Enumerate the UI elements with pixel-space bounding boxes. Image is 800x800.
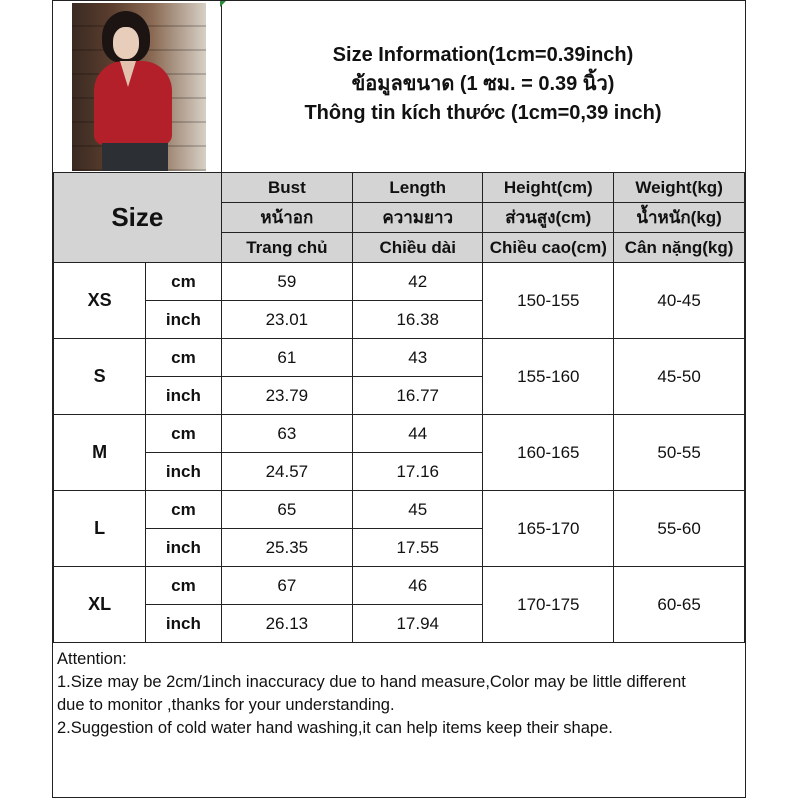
bust-cm-cell: 59 <box>221 263 352 301</box>
title-thai: ข้อมูลขนาด (1 ซม. = 0.39 นิ้ว) <box>351 73 615 95</box>
title-vietnamese: Thông tin kích thước (1cm=0,39 inch) <box>304 102 662 124</box>
length-inch-cell: 17.55 <box>353 529 483 567</box>
notes-heading: Attention: <box>57 650 127 668</box>
col-header-weight-vi: Cân nặng(kg) <box>614 233 745 263</box>
notes-line-1: 1.Size may be 2cm/1inch inaccuracy due to hand measure,Color may be little different <box>57 673 686 691</box>
col-header-length-th: ความยาว <box>353 203 483 233</box>
weight-cell: 40-45 <box>614 263 745 339</box>
height-cell: 155-160 <box>483 339 614 415</box>
length-cm-cell: 46 <box>353 567 483 605</box>
unit-cm: cm <box>146 491 222 529</box>
col-header-weight-th: น้ำหนัก(kg) <box>614 203 745 233</box>
size-label-l: L <box>54 491 146 567</box>
corner-mark <box>220 1 226 7</box>
size-chart-sheet <box>52 0 746 798</box>
height-cell: 170-175 <box>483 567 614 643</box>
product-photo <box>72 3 206 171</box>
unit-cm: cm <box>146 263 222 301</box>
bust-cm-cell: 65 <box>221 491 352 529</box>
bust-inch-cell: 26.13 <box>221 605 352 643</box>
bust-cm-cell: 67 <box>221 567 352 605</box>
col-header-weight-en: Weight(kg) <box>614 173 745 203</box>
col-header-bust-vi: Trang chủ <box>221 233 352 263</box>
size-label-s: S <box>54 339 146 415</box>
unit-inch: inch <box>146 453 222 491</box>
size-header: Size <box>54 173 222 263</box>
unit-cm: cm <box>146 339 222 377</box>
unit-inch: inch <box>146 377 222 415</box>
length-inch-cell: 16.77 <box>353 377 483 415</box>
notes-line-2: due to monitor ,thanks for your understanding. <box>57 696 395 714</box>
col-header-height-th: ส่วนสูง(cm) <box>483 203 614 233</box>
length-cm-cell: 45 <box>353 491 483 529</box>
unit-inch: inch <box>146 605 222 643</box>
bust-inch-cell: 25.35 <box>221 529 352 567</box>
unit-cm: cm <box>146 567 222 605</box>
length-cm-cell: 44 <box>353 415 483 453</box>
col-header-length-vi: Chiều dài <box>353 233 483 263</box>
size-table <box>53 172 745 643</box>
length-inch-cell: 16.38 <box>353 301 483 339</box>
col-header-height-en: Height(cm) <box>483 173 614 203</box>
header-divider <box>221 1 222 172</box>
weight-cell: 50-55 <box>614 415 745 491</box>
weight-cell: 60-65 <box>614 567 745 643</box>
height-cell: 165-170 <box>483 491 614 567</box>
size-label-xl: XL <box>54 567 146 643</box>
bust-cm-cell: 63 <box>221 415 352 453</box>
length-inch-cell: 17.94 <box>353 605 483 643</box>
notes-line-3: 2.Suggestion of cold water hand washing,it can help items keep their shape. <box>57 719 613 737</box>
height-cell: 150-155 <box>483 263 614 339</box>
unit-inch: inch <box>146 529 222 567</box>
bust-inch-cell: 23.79 <box>221 377 352 415</box>
bust-inch-cell: 23.01 <box>221 301 352 339</box>
col-header-length-en: Length <box>353 173 483 203</box>
size-label-m: M <box>54 415 146 491</box>
bust-inch-cell: 24.57 <box>221 453 352 491</box>
title-english: Size Information(1cm=0.39inch) <box>332 44 634 66</box>
attention-notes <box>53 646 744 742</box>
chart-header <box>53 1 744 173</box>
length-inch-cell: 17.16 <box>353 453 483 491</box>
col-header-bust-en: Bust <box>221 173 352 203</box>
unit-inch: inch <box>146 301 222 339</box>
length-cm-cell: 43 <box>353 339 483 377</box>
weight-cell: 45-50 <box>614 339 745 415</box>
title-block <box>223 41 743 128</box>
unit-cm: cm <box>146 415 222 453</box>
col-header-height-vi: Chiều cao(cm) <box>483 233 614 263</box>
height-cell: 160-165 <box>483 415 614 491</box>
size-label-xs: XS <box>54 263 146 339</box>
weight-cell: 55-60 <box>614 491 745 567</box>
bust-cm-cell: 61 <box>221 339 352 377</box>
length-cm-cell: 42 <box>353 263 483 301</box>
col-header-bust-th: หน้าอก <box>221 203 352 233</box>
